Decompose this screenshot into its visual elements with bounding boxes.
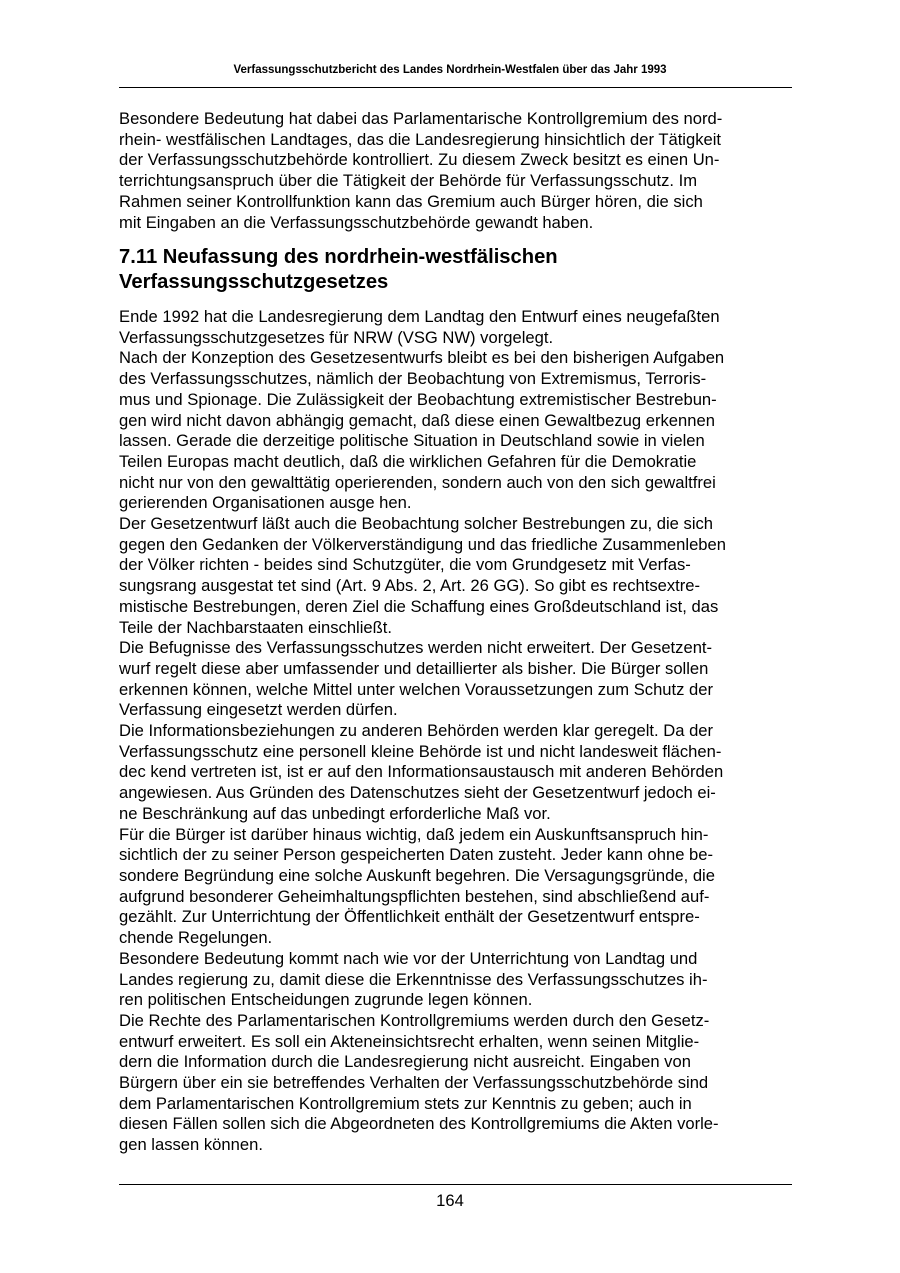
text-line: Verfassungsschutz eine personell kleine Behörde ist und nicht landesweit flächen-: [119, 741, 722, 761]
text-line: Für die Bürger ist darüber hinaus wichtig, daß jedem ein Auskunftsanspruch hin-: [119, 824, 709, 844]
text-line: mit Eingaben an die Verfassungsschutzbehörde gewandt haben.: [119, 212, 594, 232]
text-line: dern die Information durch die Landesregierung nicht ausreicht. Eingaben von: [119, 1052, 691, 1072]
text-line: Bürgern über ein sie betreffendes Verhalten der Verfassungsschutzbehörde sind: [119, 1073, 709, 1093]
text-line: Verfassungsschutzgesetzes für NRW (VSG NW) vorgelegt.: [119, 327, 554, 347]
text-line: Die Befugnisse des Verfassungsschutzes werden nicht erweitert. Der Gesetzent-: [119, 638, 713, 658]
text-line: angewiesen. Aus Gründen des Datenschutzes sieht der Gesetzentwurf jedoch ei-: [119, 783, 716, 803]
text-line: des Verfassungsschutzes, nämlich der Beobachtung von Extremismus, Terroris-: [119, 369, 707, 389]
text-line: nicht nur von den gewalttätig operierenden, sondern auch von den sich gewaltfrei: [119, 472, 716, 492]
text-line: Landes regierung zu, damit diese die Erkenntnisse des Verfassungsschutzes ih-: [119, 969, 708, 989]
text-line: ren politischen Entscheidungen zugrunde legen können.: [119, 990, 533, 1010]
text-line: ne Beschränkung auf das unbedingt erforderliche Maß vor.: [119, 803, 551, 823]
text-line: der Verfassungsschutzbehörde kontrolliert. Zu diesem Zweck besitzt es einen Un-: [119, 150, 720, 170]
text-line: sichtlich der zu seiner Person gespeicherten Daten zusteht. Jeder kann ohne be-: [119, 845, 714, 865]
section-body: [119, 307, 792, 1156]
heading-line: 7.11 Neufassung des nordrhein-westfälischen: [119, 246, 558, 268]
text-line: Der Gesetzentwurf läßt auch die Beobachtung solcher Bestrebungen zu, die sich: [119, 514, 714, 534]
text-line: mus und Spionage. Die Zulässigkeit der Beobachtung extremistischer Bestrebun-: [119, 389, 717, 409]
text-line: rhein- westfälischen Landtages, das die Landesregierung hinsichtlich der Tätigkeit: [119, 129, 722, 149]
text-line: Teile der Nachbarstaaten einschließt.: [119, 617, 393, 637]
intro-paragraph: [119, 109, 792, 233]
header-divider: [119, 87, 792, 88]
page-number: 164: [436, 1191, 464, 1210]
text-line: mistische Bestrebungen, deren Ziel die Schaffung eines Großdeutschland ist, das: [119, 596, 719, 616]
text-line: Besondere Bedeutung kommt nach wie vor der Unterrichtung von Landtag und: [119, 948, 698, 968]
text-line: Rahmen seiner Kontrollfunktion kann das Gremium auch Bürger hören, die sich: [119, 191, 703, 211]
text-line: Besondere Bedeutung hat dabei das Parlamentarische Kontrollgremium des nord-: [119, 109, 723, 128]
text-line: Die Informationsbeziehungen zu anderen Behörden werden klar geregelt. Da der: [119, 721, 714, 741]
text-line: erkennen können, welche Mittel unter welchen Voraussetzungen zum Schutz der: [119, 679, 714, 699]
heading-line: Verfassungsschutzgesetzes: [119, 270, 389, 293]
text-line: entwurf erweitert. Es soll ein Akteneinsichtsrecht erhalten, wenn seinen Mitglie-: [119, 1031, 700, 1051]
text-line: dem Parlamentarischen Kontrollgremium stets zur Kenntnis zu geben; auch in: [119, 1093, 692, 1113]
text-line: terrichtungsanspruch über die Tätigkeit der Behörde für Verfassungsschutz. Im: [119, 171, 698, 191]
text-line: sondere Begründung eine solche Auskunft begehren. Die Versagungsgründe, die: [119, 865, 715, 885]
text-line: Verfassung eingesetzt werden dürfen.: [119, 700, 398, 720]
text-line: der Völker richten - beides sind Schutzgüter, die vom Grundgesetz mit Verfas-: [119, 555, 691, 575]
text-line: lassen. Gerade die derzeitige politische Situation in Deutschland sowie in vielen: [119, 431, 705, 451]
text-line: Die Rechte des Parlamentarischen Kontrollgremiums werden durch den Gesetz-: [119, 1010, 710, 1030]
text-line: aufgrund besonderer Geheimhaltungspflichten bestehen, sind abschließend auf-: [119, 886, 710, 906]
text-line: wurf regelt diese aber umfassender und detaillierter als bisher. Die Bürger sollen: [119, 658, 709, 678]
text-line: gegen den Gedanken der Völkerverständigung und das friedliche Zusammenleben: [119, 534, 726, 554]
text-line: gen lassen können.: [119, 1135, 263, 1155]
text-line: gerierenden Organisationen ausge hen.: [119, 493, 412, 513]
running-header: Verfassungsschutzbericht des Landes Nordrhein-Westfalen über das Jahr 1993: [233, 64, 667, 76]
text-line: sungsrang ausgestat tet sind (Art. 9 Abs. 2, Art. 26 GG). So gibt es rechtsextre-: [119, 576, 701, 596]
text-line: chende Regelungen.: [119, 928, 273, 948]
footer-divider: [119, 1184, 792, 1185]
text-line: dec kend vertreten ist, ist er auf den Informationsaustausch mit anderen Behörden: [119, 762, 724, 782]
text-line: gezählt. Zur Unterrichtung der Öffentlichkeit enthält der Gesetzentwurf entspre-: [119, 907, 700, 927]
text-line: Ende 1992 hat die Landesregierung dem Landtag den Entwurf eines neugefaßten: [119, 307, 720, 326]
text-line: Nach der Konzeption des Gesetzesentwurfs bleibt es bei den bisherigen Aufgaben: [119, 348, 725, 368]
text-line: diesen Fällen sollen sich die Abgeordneten des Kontrollgremiums die Akten vorle-: [119, 1114, 719, 1134]
text-line: gen wird nicht davon abhängig gemacht, daß diese einen Gewaltbezug erkennen: [119, 410, 715, 430]
text-line: Teilen Europas macht deutlich, daß die wirklichen Gefahren für die Demokratie: [119, 451, 697, 471]
section-heading: [119, 245, 792, 294]
